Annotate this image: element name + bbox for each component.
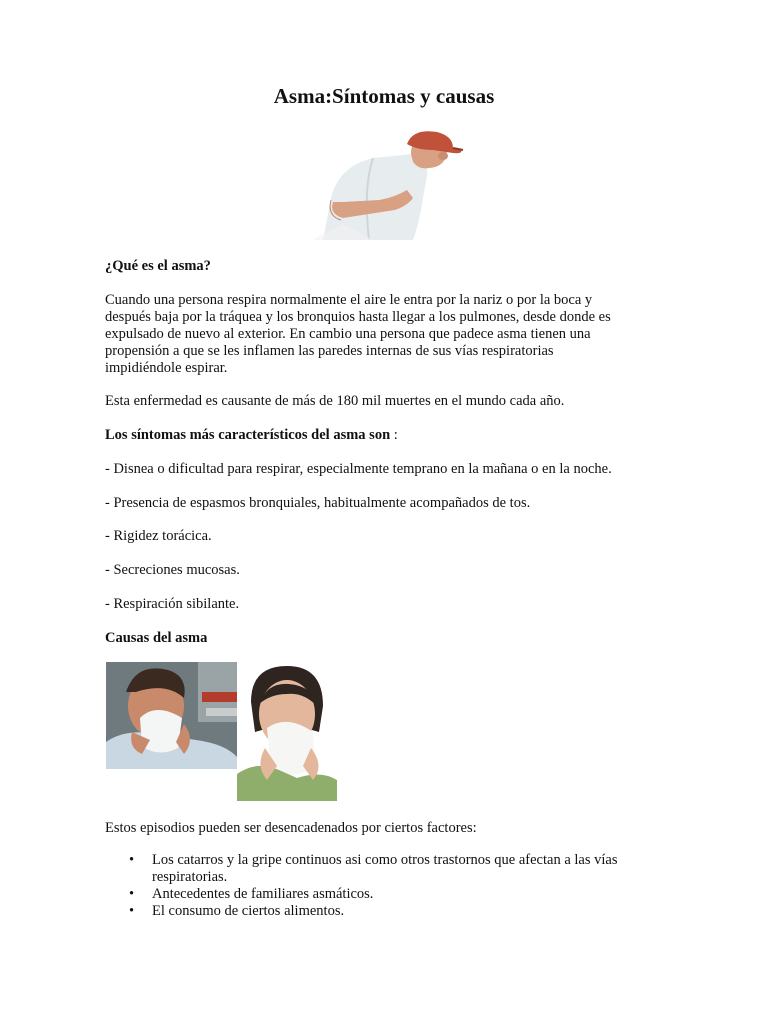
bullet-icon: •: [129, 903, 135, 919]
bullet-icon: •: [129, 886, 135, 902]
symptom-item: - Presencia de espasmos bronquiales, habitualmente acompañados de tos.: [105, 495, 531, 511]
symptom-item: - Secreciones mucosas.: [105, 562, 240, 578]
paragraph-line: Cuando una persona respira normalmente el aire le entra por la nariz o por la boca y: [105, 292, 593, 308]
photo-woman-blowing-nose: [237, 662, 337, 801]
list-item-line: respiratorias.: [152, 869, 228, 885]
section-heading-what-is-asthma: ¿Qué es el asma?: [105, 258, 211, 274]
list-item-line: Los catarros y la gripe continuos asi como otros trastornos que afectan a las vías: [152, 852, 618, 868]
bullet-icon: •: [129, 852, 135, 868]
symptom-item: - Rigidez torácica.: [105, 528, 212, 544]
page-title: Asma:Síntomas y causas: [273, 84, 495, 108]
symptoms-heading-text: Los síntomas más característicos del asma son: [105, 427, 391, 443]
section-heading-symptoms: [105, 427, 665, 444]
paragraph-line: impidiéndole espirar.: [105, 360, 228, 376]
list-item: [105, 852, 665, 886]
hero-image-coughing-man: [303, 128, 465, 242]
list-item-text: El consumo de ciertos alimentos.: [152, 903, 345, 919]
paragraph-what-is-asthma: [105, 292, 665, 377]
list-item: [105, 886, 665, 903]
paragraph-line: propensión a que se les inflamen las paredes internas de sus vías respiratorias: [105, 343, 554, 359]
symptom-item: - Respiración sibilante.: [105, 596, 240, 612]
paragraph-mortality: Esta enfermedad es causante de más de 180 mil muertes en el mundo cada año.: [105, 393, 565, 409]
list-item: [105, 903, 665, 920]
list-item-text: Antecedentes de familiares asmáticos.: [152, 886, 374, 902]
paragraph-line: expulsado de nuevo al exterior. En cambio una persona que padece asma tienen una: [105, 326, 591, 342]
photo-man-blowing-nose: [106, 662, 238, 769]
symptoms-heading-colon: :: [390, 427, 398, 443]
causes-list: [105, 852, 665, 920]
paragraph-line: después baja por la tráquea y los bronquios hasta llegar a los pulmones, desde donde es: [105, 309, 611, 325]
causes-intro: Estos episodios pueden ser desencadenados por ciertos factores:: [105, 820, 477, 836]
symptom-item: - Disnea o dificultad para respirar, especialmente temprano en la mañana o en la noche.: [105, 461, 612, 477]
section-heading-causes: Causas del asma: [105, 630, 208, 646]
